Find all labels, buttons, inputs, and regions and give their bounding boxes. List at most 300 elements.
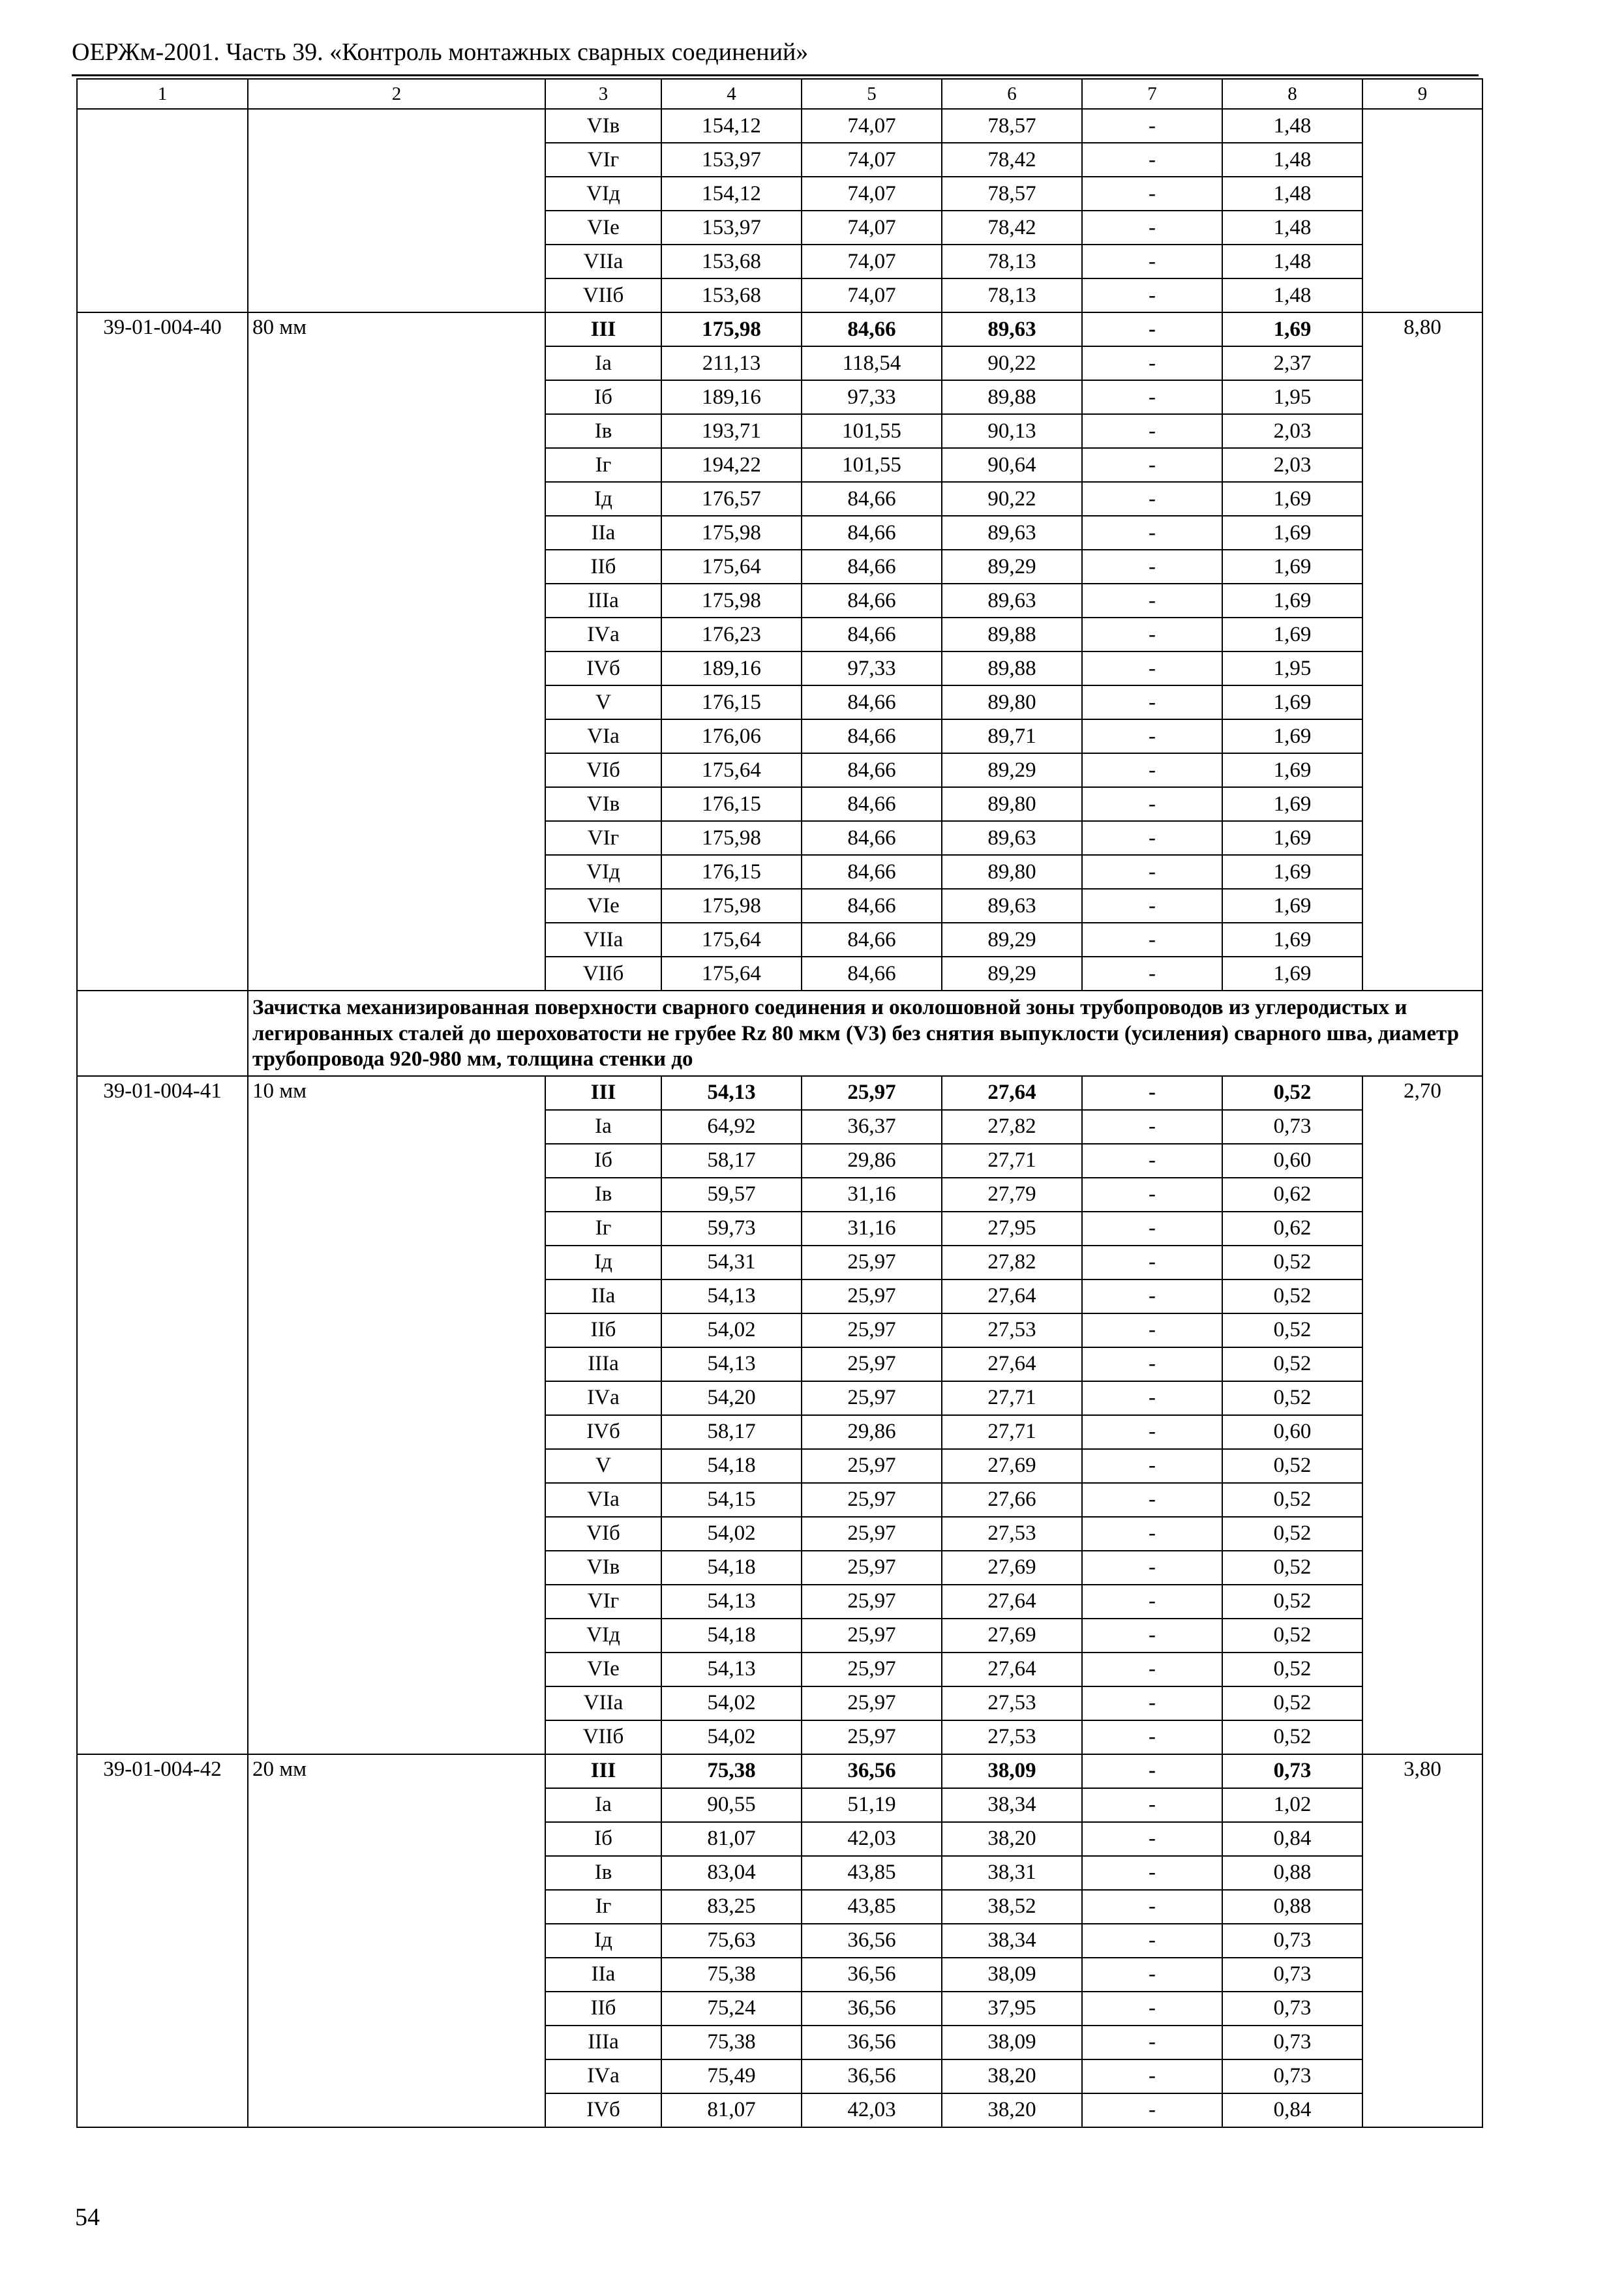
zone-cell: VIIб — [545, 278, 661, 312]
wages-cell: 1,48 — [1222, 177, 1362, 211]
zone-cell: VIд — [545, 1619, 661, 1653]
zone-cell: VIа — [545, 1483, 661, 1517]
zone-cell: V — [545, 685, 661, 719]
zone-cell: VIб — [545, 1517, 661, 1551]
materials-cell: - — [1082, 1822, 1222, 1856]
zone-cell: VIд — [545, 855, 661, 889]
rates-table — [76, 78, 1483, 2128]
size-cell — [248, 109, 545, 312]
materials-cell: - — [1082, 516, 1222, 550]
machine-cost-cell: 89,80 — [942, 787, 1082, 821]
materials-cell: - — [1082, 312, 1222, 346]
zone-cell: Iв — [545, 1178, 661, 1212]
wages-cell: 1,48 — [1222, 109, 1362, 143]
wages-cell: 1,69 — [1222, 516, 1362, 550]
materials-cell: - — [1082, 1076, 1222, 1110]
labor-cost-cell: 74,07 — [802, 109, 942, 143]
total-cost-cell: 175,98 — [661, 889, 802, 923]
machine-cost-cell: 38,52 — [942, 1890, 1082, 1924]
machine-cost-cell: 89,63 — [942, 584, 1082, 618]
machine-cost-cell: 27,71 — [942, 1415, 1082, 1449]
total-cost-cell: 153,97 — [661, 211, 802, 245]
labor-cost-cell: 74,07 — [802, 177, 942, 211]
column-number: 7 — [1082, 79, 1222, 109]
wages-cell: 1,69 — [1222, 685, 1362, 719]
machine-cost-cell: 27,82 — [942, 1246, 1082, 1279]
machine-cost-cell: 89,63 — [942, 821, 1082, 855]
wages-cell: 1,69 — [1222, 550, 1362, 584]
wall-thickness: 10 мм — [248, 1076, 545, 1754]
machine-cost-cell: 89,29 — [942, 957, 1082, 991]
labor-cost-cell: 25,97 — [802, 1076, 942, 1110]
zone-cell: IIб — [545, 1313, 661, 1347]
labor-cost-cell: 25,97 — [802, 1449, 942, 1483]
materials-cell: - — [1082, 2026, 1222, 2059]
labor-cost-cell: 84,66 — [802, 584, 942, 618]
machine-cost-cell: 27,82 — [942, 1110, 1082, 1144]
table-row — [77, 1076, 1482, 1110]
column-number: 9 — [1362, 79, 1482, 109]
total-cell: 8,80 — [1362, 312, 1482, 991]
header-rule — [72, 74, 1479, 76]
zone-cell: VIв — [545, 109, 661, 143]
labor-cost-cell: 36,56 — [802, 1924, 942, 1958]
column-number: 5 — [802, 79, 942, 109]
wages-cell: 1,48 — [1222, 245, 1362, 278]
table-body — [77, 79, 1482, 2127]
page-number: 54 — [75, 2204, 100, 2231]
total-cost-cell: 59,73 — [661, 1212, 802, 1246]
labor-cost-cell: 84,66 — [802, 787, 942, 821]
total-cost-cell: 54,20 — [661, 1381, 802, 1415]
zone-cell: VIIб — [545, 1720, 661, 1754]
total-cost-cell: 54,13 — [661, 1653, 802, 1686]
total-cost-cell: 83,25 — [661, 1890, 802, 1924]
materials-cell: - — [1082, 414, 1222, 448]
labor-cost-cell: 25,97 — [802, 1686, 942, 1720]
section-heading-row — [77, 991, 1482, 1076]
machine-cost-cell: 38,20 — [942, 1822, 1082, 1856]
labor-cost-cell: 84,66 — [802, 516, 942, 550]
zone-cell: VIе — [545, 211, 661, 245]
materials-cell: - — [1082, 245, 1222, 278]
zone-cell: VIг — [545, 821, 661, 855]
zone-cell: IIа — [545, 516, 661, 550]
materials-cell: - — [1082, 1347, 1222, 1381]
zone-cell: VIд — [545, 177, 661, 211]
total-cost-cell: 176,15 — [661, 855, 802, 889]
machine-cost-cell: 89,63 — [942, 889, 1082, 923]
wages-cell: 0,73 — [1222, 1754, 1362, 1788]
zone-cell: IIIа — [545, 584, 661, 618]
zone-cell: VIв — [545, 1551, 661, 1585]
materials-cell: - — [1082, 1788, 1222, 1822]
total-cost-cell: 175,64 — [661, 957, 802, 991]
materials-cell: - — [1082, 1279, 1222, 1313]
machine-cost-cell: 38,34 — [942, 1924, 1082, 1958]
labor-cost-cell: 84,66 — [802, 821, 942, 855]
zone-cell: VIб — [545, 753, 661, 787]
zone-cell: Iд — [545, 1924, 661, 1958]
total-cost-cell: 81,07 — [661, 1822, 802, 1856]
materials-cell: - — [1082, 1483, 1222, 1517]
total-cost-cell: 54,18 — [661, 1551, 802, 1585]
zone-cell: Iб — [545, 1822, 661, 1856]
table-row — [77, 1754, 1482, 1788]
total-cost-cell: 81,07 — [661, 2093, 802, 2127]
labor-cost-cell: 74,07 — [802, 143, 942, 177]
materials-cell: - — [1082, 584, 1222, 618]
total-cell — [1362, 109, 1482, 312]
machine-cost-cell: 27,71 — [942, 1144, 1082, 1178]
section-heading: Зачистка механизированная поверхности сварного соединения и околошовной зоны трубопроводов из углеродистых и легированных сталей до шероховатости не грубее Rz 80 мкм (V3) без снятия выпуклости (усиления) сварного шва, диаметр трубопровода 920-980 мм, толщина стенки до — [248, 991, 1482, 1076]
materials-cell: - — [1082, 1754, 1222, 1788]
total-cost-cell: 75,49 — [661, 2059, 802, 2093]
total-cost-cell: 176,15 — [661, 685, 802, 719]
materials-cell: - — [1082, 719, 1222, 753]
labor-cost-cell: 51,19 — [802, 1788, 942, 1822]
wages-cell: 0,52 — [1222, 1551, 1362, 1585]
machine-cost-cell: 27,53 — [942, 1313, 1082, 1347]
zone-cell: IVа — [545, 618, 661, 651]
machine-cost-cell: 89,88 — [942, 651, 1082, 685]
wages-cell: 0,62 — [1222, 1178, 1362, 1212]
total-cost-cell: 54,13 — [661, 1347, 802, 1381]
materials-cell: - — [1082, 855, 1222, 889]
labor-cost-cell: 36,56 — [802, 1754, 942, 1788]
labor-cost-cell: 84,66 — [802, 889, 942, 923]
materials-cell: - — [1082, 1144, 1222, 1178]
machine-cost-cell: 89,80 — [942, 685, 1082, 719]
total-cost-cell: 175,64 — [661, 550, 802, 584]
machine-cost-cell: 78,57 — [942, 177, 1082, 211]
total-cell: 3,80 — [1362, 1754, 1482, 2127]
total-cost-cell: 176,57 — [661, 482, 802, 516]
materials-cell: - — [1082, 380, 1222, 414]
machine-cost-cell: 27,79 — [942, 1178, 1082, 1212]
total-cost-cell: 153,68 — [661, 278, 802, 312]
zone-cell: VIг — [545, 143, 661, 177]
materials-cell: - — [1082, 957, 1222, 991]
zone-cell: Iв — [545, 1856, 661, 1890]
wages-cell: 1,95 — [1222, 651, 1362, 685]
materials-cell: - — [1082, 1246, 1222, 1279]
machine-cost-cell: 90,13 — [942, 414, 1082, 448]
materials-cell: - — [1082, 1551, 1222, 1585]
zone-cell: IIа — [545, 1958, 661, 1992]
labor-cost-cell: 97,33 — [802, 380, 942, 414]
machine-cost-cell: 89,63 — [942, 312, 1082, 346]
machine-cost-cell: 78,13 — [942, 278, 1082, 312]
wages-cell: 0,84 — [1222, 1822, 1362, 1856]
wages-cell: 1,69 — [1222, 821, 1362, 855]
materials-cell: - — [1082, 2059, 1222, 2093]
wages-cell: 1,69 — [1222, 753, 1362, 787]
total-cost-cell: 193,71 — [661, 414, 802, 448]
wages-cell: 0,52 — [1222, 1720, 1362, 1754]
total-cost-cell: 75,38 — [661, 1754, 802, 1788]
column-number: 3 — [545, 79, 661, 109]
materials-cell: - — [1082, 109, 1222, 143]
labor-cost-cell: 74,07 — [802, 245, 942, 278]
labor-cost-cell: 25,97 — [802, 1483, 942, 1517]
machine-cost-cell: 27,64 — [942, 1585, 1082, 1619]
wages-cell: 0,52 — [1222, 1517, 1362, 1551]
total-cost-cell: 211,13 — [661, 346, 802, 380]
materials-cell: - — [1082, 1585, 1222, 1619]
materials-cell: - — [1082, 1720, 1222, 1754]
labor-cost-cell: 36,56 — [802, 1958, 942, 1992]
labor-cost-cell: 31,16 — [802, 1212, 942, 1246]
total-cost-cell: 83,04 — [661, 1856, 802, 1890]
labor-cost-cell: 25,97 — [802, 1653, 942, 1686]
machine-cost-cell: 89,63 — [942, 516, 1082, 550]
materials-cell: - — [1082, 1958, 1222, 1992]
labor-cost-cell: 101,55 — [802, 448, 942, 482]
zone-cell: Iд — [545, 1246, 661, 1279]
table-row — [77, 109, 1482, 143]
materials-cell: - — [1082, 1110, 1222, 1144]
wages-cell: 0,60 — [1222, 1415, 1362, 1449]
total-cost-cell: 176,23 — [661, 618, 802, 651]
wages-cell: 1,69 — [1222, 855, 1362, 889]
machine-cost-cell: 90,64 — [942, 448, 1082, 482]
total-cost-cell: 75,38 — [661, 2026, 802, 2059]
table-row — [77, 312, 1482, 346]
wages-cell: 1,69 — [1222, 482, 1362, 516]
rate-code: 39-01-004-41 — [77, 1076, 248, 1754]
labor-cost-cell: 25,97 — [802, 1313, 942, 1347]
machine-cost-cell: 27,95 — [942, 1212, 1082, 1246]
machine-cost-cell: 89,29 — [942, 923, 1082, 957]
labor-cost-cell: 84,66 — [802, 482, 942, 516]
machine-cost-cell: 37,95 — [942, 1992, 1082, 2026]
wages-cell: 2,37 — [1222, 346, 1362, 380]
page-header: ОЕРЖм-2001. Часть 39. «Контроль монтажных сварных соединений» — [72, 38, 809, 66]
zone-cell: V — [545, 1449, 661, 1483]
zone-cell: III — [545, 1754, 661, 1788]
labor-cost-cell: 84,66 — [802, 719, 942, 753]
zone-cell: IVб — [545, 1415, 661, 1449]
wages-cell: 0,52 — [1222, 1313, 1362, 1347]
materials-cell: - — [1082, 1449, 1222, 1483]
column-number: 6 — [942, 79, 1082, 109]
zone-cell: VIIа — [545, 1686, 661, 1720]
wages-cell: 0,52 — [1222, 1619, 1362, 1653]
wages-cell: 1,48 — [1222, 143, 1362, 177]
wages-cell: 0,52 — [1222, 1279, 1362, 1313]
wages-cell: 0,52 — [1222, 1347, 1362, 1381]
materials-cell: - — [1082, 550, 1222, 584]
labor-cost-cell: 25,97 — [802, 1246, 942, 1279]
column-number: 8 — [1222, 79, 1362, 109]
labor-cost-cell: 84,66 — [802, 923, 942, 957]
wages-cell: 1,69 — [1222, 889, 1362, 923]
labor-cost-cell: 97,33 — [802, 651, 942, 685]
machine-cost-cell: 27,53 — [942, 1686, 1082, 1720]
materials-cell: - — [1082, 143, 1222, 177]
labor-cost-cell: 36,37 — [802, 1110, 942, 1144]
machine-cost-cell: 78,42 — [942, 143, 1082, 177]
total-cost-cell: 153,97 — [661, 143, 802, 177]
total-cost-cell: 54,02 — [661, 1313, 802, 1347]
materials-cell: - — [1082, 2093, 1222, 2127]
materials-cell: - — [1082, 753, 1222, 787]
labor-cost-cell: 31,16 — [802, 1178, 942, 1212]
wages-cell: 0,73 — [1222, 1958, 1362, 1992]
materials-cell: - — [1082, 651, 1222, 685]
machine-cost-cell: 90,22 — [942, 482, 1082, 516]
labor-cost-cell: 101,55 — [802, 414, 942, 448]
zone-cell: Iа — [545, 1110, 661, 1144]
machine-cost-cell: 27,53 — [942, 1720, 1082, 1754]
wages-cell: 1,69 — [1222, 957, 1362, 991]
zone-cell: VIе — [545, 1653, 661, 1686]
machine-cost-cell: 38,09 — [942, 1958, 1082, 1992]
materials-cell: - — [1082, 889, 1222, 923]
zone-cell: Iг — [545, 1212, 661, 1246]
materials-cell: - — [1082, 211, 1222, 245]
wages-cell: 0,60 — [1222, 1144, 1362, 1178]
machine-cost-cell: 27,64 — [942, 1653, 1082, 1686]
materials-cell: - — [1082, 1686, 1222, 1720]
zone-cell: Iа — [545, 346, 661, 380]
total-cost-cell: 175,98 — [661, 821, 802, 855]
code-cell — [77, 109, 248, 312]
machine-cost-cell: 27,66 — [942, 1483, 1082, 1517]
wages-cell: 2,03 — [1222, 414, 1362, 448]
total-cost-cell: 189,16 — [661, 651, 802, 685]
materials-cell: - — [1082, 278, 1222, 312]
zone-cell: IVб — [545, 651, 661, 685]
zone-cell: VIа — [545, 719, 661, 753]
total-cost-cell: 189,16 — [661, 380, 802, 414]
total-cost-cell: 176,06 — [661, 719, 802, 753]
zone-cell: IIIа — [545, 2026, 661, 2059]
wages-cell: 0,52 — [1222, 1246, 1362, 1279]
total-cost-cell: 58,17 — [661, 1144, 802, 1178]
total-cost-cell: 75,63 — [661, 1924, 802, 1958]
labor-cost-cell: 84,66 — [802, 685, 942, 719]
materials-cell: - — [1082, 1992, 1222, 2026]
labor-cost-cell: 42,03 — [802, 1822, 942, 1856]
total-cost-cell: 175,64 — [661, 753, 802, 787]
wages-cell: 1,69 — [1222, 312, 1362, 346]
machine-cost-cell: 90,22 — [942, 346, 1082, 380]
labor-cost-cell: 74,07 — [802, 211, 942, 245]
total-cost-cell: 54,18 — [661, 1449, 802, 1483]
zone-cell: VIе — [545, 889, 661, 923]
machine-cost-cell: 38,31 — [942, 1856, 1082, 1890]
total-cost-cell: 54,31 — [661, 1246, 802, 1279]
zone-cell: Iд — [545, 482, 661, 516]
labor-cost-cell: 84,66 — [802, 618, 942, 651]
labor-cost-cell: 84,66 — [802, 855, 942, 889]
labor-cost-cell: 25,97 — [802, 1585, 942, 1619]
machine-cost-cell: 27,69 — [942, 1619, 1082, 1653]
zone-cell: VIв — [545, 787, 661, 821]
labor-cost-cell: 25,97 — [802, 1551, 942, 1585]
wall-thickness: 20 мм — [248, 1754, 545, 2127]
total-cost-cell: 175,64 — [661, 923, 802, 957]
wages-cell: 0,73 — [1222, 2059, 1362, 2093]
total-cost-cell: 54,02 — [661, 1720, 802, 1754]
column-number-row — [77, 79, 1482, 109]
total-cost-cell: 194,22 — [661, 448, 802, 482]
labor-cost-cell: 25,97 — [802, 1381, 942, 1415]
machine-cost-cell: 89,29 — [942, 753, 1082, 787]
materials-cell: - — [1082, 1619, 1222, 1653]
wages-cell: 1,69 — [1222, 923, 1362, 957]
materials-cell: - — [1082, 1856, 1222, 1890]
labor-cost-cell: 43,85 — [802, 1890, 942, 1924]
machine-cost-cell: 27,64 — [942, 1347, 1082, 1381]
wages-cell: 0,73 — [1222, 1992, 1362, 2026]
zone-cell: VIIа — [545, 245, 661, 278]
zone-cell: III — [545, 1076, 661, 1110]
wall-thickness: 80 мм — [248, 312, 545, 991]
materials-cell: - — [1082, 618, 1222, 651]
wages-cell: 1,69 — [1222, 584, 1362, 618]
wages-cell: 0,73 — [1222, 2026, 1362, 2059]
labor-cost-cell: 84,66 — [802, 753, 942, 787]
zone-cell: IIа — [545, 1279, 661, 1313]
zone-cell: Iб — [545, 380, 661, 414]
machine-cost-cell: 78,13 — [942, 245, 1082, 278]
zone-cell: IVа — [545, 1381, 661, 1415]
zone-cell: IVб — [545, 2093, 661, 2127]
labor-cost-cell: 42,03 — [802, 2093, 942, 2127]
total-cost-cell: 75,24 — [661, 1992, 802, 2026]
materials-cell: - — [1082, 177, 1222, 211]
zone-cell: VIIб — [545, 957, 661, 991]
total-cost-cell: 54,13 — [661, 1585, 802, 1619]
total-cell: 2,70 — [1362, 1076, 1482, 1754]
labor-cost-cell: 29,86 — [802, 1144, 942, 1178]
wages-cell: 1,69 — [1222, 787, 1362, 821]
materials-cell: - — [1082, 923, 1222, 957]
labor-cost-cell: 84,66 — [802, 312, 942, 346]
machine-cost-cell: 38,09 — [942, 2026, 1082, 2059]
zone-cell: VIIа — [545, 923, 661, 957]
materials-cell: - — [1082, 346, 1222, 380]
materials-cell: - — [1082, 821, 1222, 855]
labor-cost-cell: 118,54 — [802, 346, 942, 380]
wages-cell: 0,88 — [1222, 1890, 1362, 1924]
zone-cell: IIб — [545, 550, 661, 584]
total-cost-cell: 54,13 — [661, 1076, 802, 1110]
wages-cell: 0,52 — [1222, 1483, 1362, 1517]
labor-cost-cell: 74,07 — [802, 278, 942, 312]
total-cost-cell: 54,15 — [661, 1483, 802, 1517]
labor-cost-cell: 25,97 — [802, 1347, 942, 1381]
wages-cell: 0,52 — [1222, 1076, 1362, 1110]
wages-cell: 0,52 — [1222, 1653, 1362, 1686]
labor-cost-cell: 36,56 — [802, 2059, 942, 2093]
materials-cell: - — [1082, 1517, 1222, 1551]
materials-cell: - — [1082, 1924, 1222, 1958]
total-cost-cell: 54,02 — [661, 1517, 802, 1551]
labor-cost-cell: 84,66 — [802, 550, 942, 584]
labor-cost-cell: 25,97 — [802, 1619, 942, 1653]
machine-cost-cell: 78,57 — [942, 109, 1082, 143]
machine-cost-cell: 27,53 — [942, 1517, 1082, 1551]
machine-cost-cell: 27,69 — [942, 1551, 1082, 1585]
machine-cost-cell: 27,71 — [942, 1381, 1082, 1415]
materials-cell: - — [1082, 1381, 1222, 1415]
wages-cell: 1,95 — [1222, 380, 1362, 414]
wages-cell: 0,88 — [1222, 1856, 1362, 1890]
